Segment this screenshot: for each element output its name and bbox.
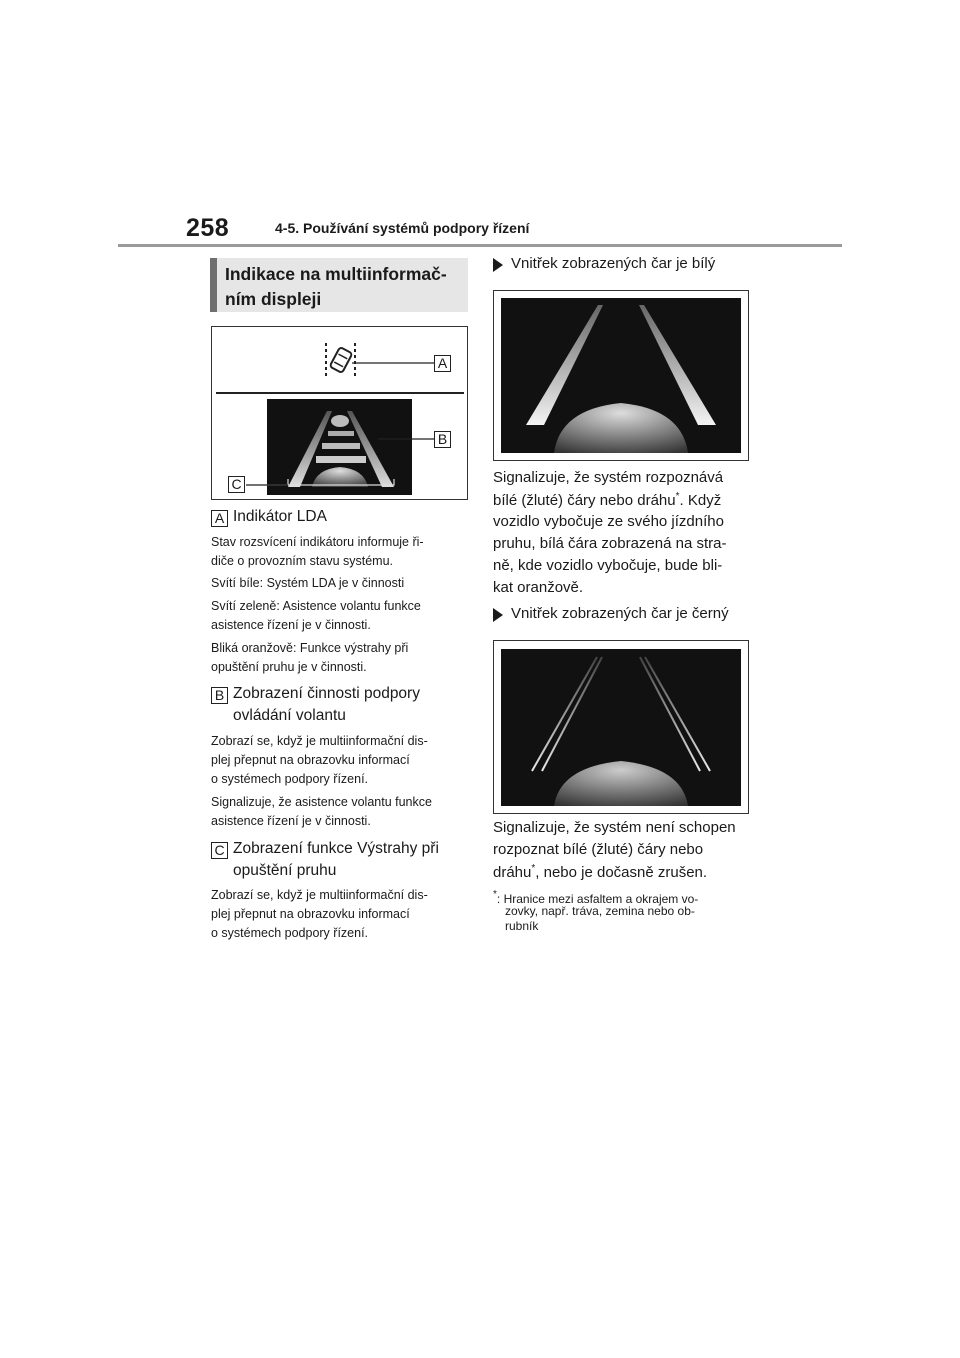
black-lines-figure <box>493 640 749 814</box>
item-a-p4-line1: Bliká oranžově: Funkce výstrahy při <box>211 641 409 655</box>
display-car-front <box>331 415 349 427</box>
bullet-white-lines: Vnitřek zobrazených čar je bílý <box>511 255 716 272</box>
item-a-p4-line2: opuštění pruhu je v činnosti. <box>211 660 367 674</box>
footnote-ref-1: * <box>675 491 680 502</box>
para1-line6: kat oranžově. <box>493 579 584 596</box>
assist-bar-1 <box>328 431 354 436</box>
item-c-p1-line3: o systémech podpory řízení. <box>211 926 369 940</box>
item-a-p1-line1: Stav rozsvícení indikátoru informuje ři- <box>211 535 424 549</box>
assist-bar-3 <box>316 456 366 463</box>
item-b-p1-line2: plej přepnut na obrazovku informací <box>211 753 410 767</box>
item-c-p1-line1: Zobrazí se, když je multiinformační dis- <box>211 888 428 902</box>
callout-c: C <box>228 476 245 493</box>
item-b-p1-line3: o systémech podpory řízení. <box>211 772 369 786</box>
footnote-ref-2: * <box>531 863 536 874</box>
assist-bar-2 <box>322 443 360 449</box>
section-heading <box>210 258 468 312</box>
para2-line3 <box>493 863 707 881</box>
bullet-arrow-2 <box>493 608 503 622</box>
white-lines-figure <box>493 290 749 461</box>
lda-car-icon <box>330 347 353 373</box>
footnote-mark: * <box>493 889 497 900</box>
section-title: 4-5. Používání systémů podpory řízení <box>275 220 530 236</box>
para1-line4: pruhu, bílá čára zobrazená na stra- <box>493 535 727 552</box>
item-a-title: Indikátor LDA <box>233 508 327 525</box>
item-c-letter: C <box>211 842 228 859</box>
item-b-title-line2: ovládání volantu <box>233 707 346 724</box>
multi-info-display-figure <box>211 326 468 500</box>
header-divider <box>118 244 842 247</box>
item-b-p1-line1: Zobrazí se, když je multiinformační dis- <box>211 734 428 748</box>
footnote-line2: zovky, např. tráva, zemina nebo ob- <box>505 904 695 918</box>
item-c-p1-line2: plej přepnut na obrazovku informací <box>211 907 410 921</box>
item-b-p2-line2: asistence řízení je v činnosti. <box>211 814 371 828</box>
bullet-black-lines: Vnitřek zobrazených čar je černý <box>511 605 729 622</box>
callout-a: A <box>434 355 451 372</box>
item-a-p2-line1: Svítí bíle: Systém LDA je v činnosti <box>211 576 405 590</box>
para2-line2: rozpoznat bílé (žluté) čáry nebo <box>493 841 704 858</box>
page-number: 258 <box>186 214 230 242</box>
para1-line3: vozidlo vybočuje ze svého jízdního <box>493 513 724 530</box>
para1-line2-tail: . Když <box>679 492 722 509</box>
footnote-text-1: : Hranice mezi asfaltem a okrajem vo- <box>496 892 699 906</box>
item-a-p3-line1: Svítí zeleně: Asistence volantu funkce <box>211 599 421 613</box>
heading-line-1: Indikace na multiinformač- <box>225 264 447 284</box>
black-lines-illustration <box>494 641 748 813</box>
item-b-letter: B <box>211 687 228 704</box>
item-c-title-line2: opuštění pruhu <box>233 862 337 879</box>
display-illustration <box>212 327 467 499</box>
item-b-title-line1: Zobrazení činnosti podpory <box>233 685 420 702</box>
para1-line5: ně, kde vozidlo vybočuje, bude bli- <box>493 557 723 574</box>
white-lines-illustration <box>494 291 748 460</box>
para1-line1: Signalizuje, že systém rozpoznává <box>493 469 724 486</box>
para1-line2-text: bílé (žluté) čáry nebo dráhu <box>493 492 676 509</box>
item-a-letter: A <box>211 510 228 527</box>
heading-line-2: ním displeji <box>225 289 322 309</box>
item-c-title-line1: Zobrazení funkce Výstrahy při <box>233 840 439 857</box>
item-b-p2-line1: Signalizuje, že asistence volantu funkce <box>211 795 432 809</box>
para1-line2 <box>493 491 721 509</box>
footnote-line3: rubník <box>505 919 539 933</box>
item-a-p3-line2: asistence řízení je v činnosti. <box>211 618 371 632</box>
para2-line3-tail: , nebo je dočasně zrušen. <box>535 864 708 881</box>
bullet-arrow-1 <box>493 258 503 272</box>
para2-line1: Signalizuje, že systém není schopen <box>493 819 736 836</box>
item-a-p1-line2: diče o provozním stavu systému. <box>211 554 394 568</box>
para2-line3-text: dráhu <box>493 864 532 881</box>
callout-b: B <box>434 431 451 448</box>
